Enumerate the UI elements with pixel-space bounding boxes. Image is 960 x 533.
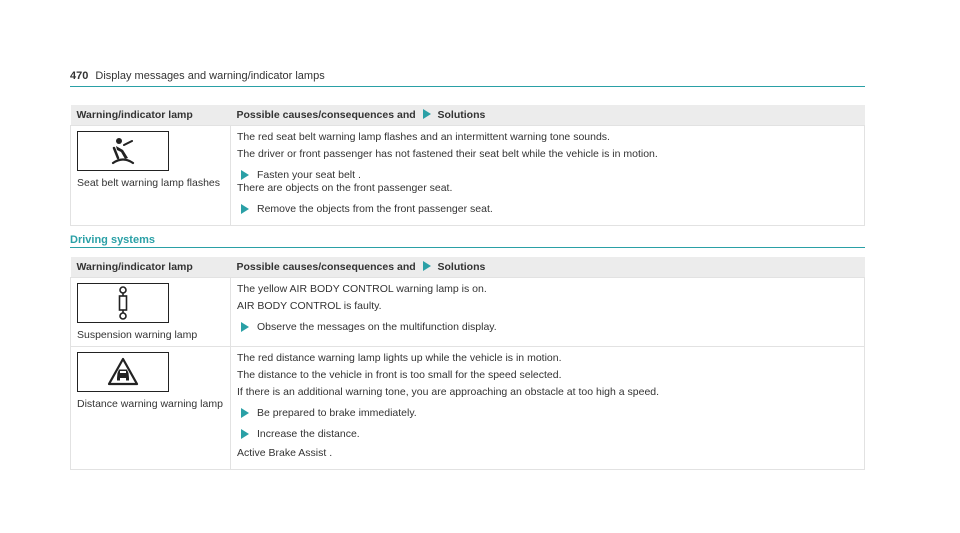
header-rule: [70, 86, 865, 87]
cause-text: The red distance warning lamp lights up while the vehicle is in motion.: [237, 352, 562, 364]
cause-text: The distance to the vehicle in front is too small for the speed selected.: [237, 369, 562, 381]
cause-text: The red seat belt warning lamp flashes and an intermittent warning tone sounds.: [237, 131, 610, 143]
solution-step: [237, 321, 858, 334]
seat-belt-icon: [77, 131, 169, 171]
col-header-causes: [231, 257, 865, 278]
table-header-row: [71, 105, 865, 126]
col-header-causes: [231, 105, 865, 126]
solution-step: [237, 169, 858, 182]
col-header-causes-label: Possible causes/consequences and: [236, 261, 416, 273]
play-arrow-icon: [241, 204, 249, 214]
solution-text: Remove the objects from the front passenger seat.: [257, 203, 493, 215]
table-row: [71, 347, 865, 470]
section-rule: [70, 247, 865, 248]
solution-text: Be prepared to brake immediately.: [257, 407, 417, 419]
warning-table-seatbelt: [70, 105, 865, 226]
col-header-lamp: Warning/indicator lamp: [71, 257, 231, 278]
play-arrow-icon: [241, 322, 249, 332]
table-row: [71, 278, 865, 347]
suspension-icon: [77, 283, 169, 323]
section-title: Driving systems: [70, 234, 155, 246]
solution-step: [237, 428, 858, 441]
col-header-causes-label: Possible causes/consequences and: [236, 109, 416, 121]
page-header: [70, 70, 865, 82]
play-arrow-icon: [423, 109, 431, 119]
cause-text: The driver or front passenger has not fastened their seat belt while the vehicle is in motion.: [237, 148, 658, 160]
cause-text: If there is an additional warning tone, you are approaching an obstacle at too high a speed.: [237, 386, 660, 398]
col-header-lamp: Warning/indicator lamp: [71, 105, 231, 126]
cause-text: AIR BODY CONTROL is faulty.: [237, 300, 382, 312]
play-arrow-icon: [423, 261, 431, 271]
solution-text: Increase the distance.: [257, 428, 360, 440]
warning-table-driving-systems: [70, 257, 865, 470]
lamp-cell: [71, 347, 231, 470]
solution-step: [237, 407, 858, 420]
col-header-solutions-label: Solutions: [437, 109, 486, 121]
table-row: [71, 126, 865, 226]
solution-step: [237, 203, 858, 216]
lamp-name: Distance warning warning lamp: [77, 398, 223, 410]
lamp-name: Seat belt warning lamp flashes: [77, 177, 220, 189]
cause-text: There are objects on the front passenger seat.: [237, 182, 453, 194]
lamp-name: Suspension warning lamp: [77, 329, 198, 341]
causes-cell: [231, 278, 865, 347]
causes-cell: [231, 126, 865, 226]
col-header-solutions-label: Solutions: [437, 261, 486, 273]
cause-text: The yellow AIR BODY CONTROL warning lamp is on.: [237, 283, 487, 295]
solution-text: Fasten your seat belt .: [257, 169, 361, 181]
lamp-cell: [71, 126, 231, 226]
causes-cell: [231, 347, 865, 470]
page-header-title: Display messages and warning/indicator lamps: [95, 70, 325, 82]
play-arrow-icon: [241, 170, 249, 180]
lamp-cell: [71, 278, 231, 347]
page-number: 470: [70, 70, 89, 82]
table-header-row: [71, 257, 865, 278]
play-arrow-icon: [241, 408, 249, 418]
cause-text: Active Brake Assist .: [237, 447, 333, 459]
distance-warning-icon: [77, 352, 169, 392]
solution-text: Observe the messages on the multifunction display.: [257, 321, 497, 333]
play-arrow-icon: [241, 429, 249, 439]
